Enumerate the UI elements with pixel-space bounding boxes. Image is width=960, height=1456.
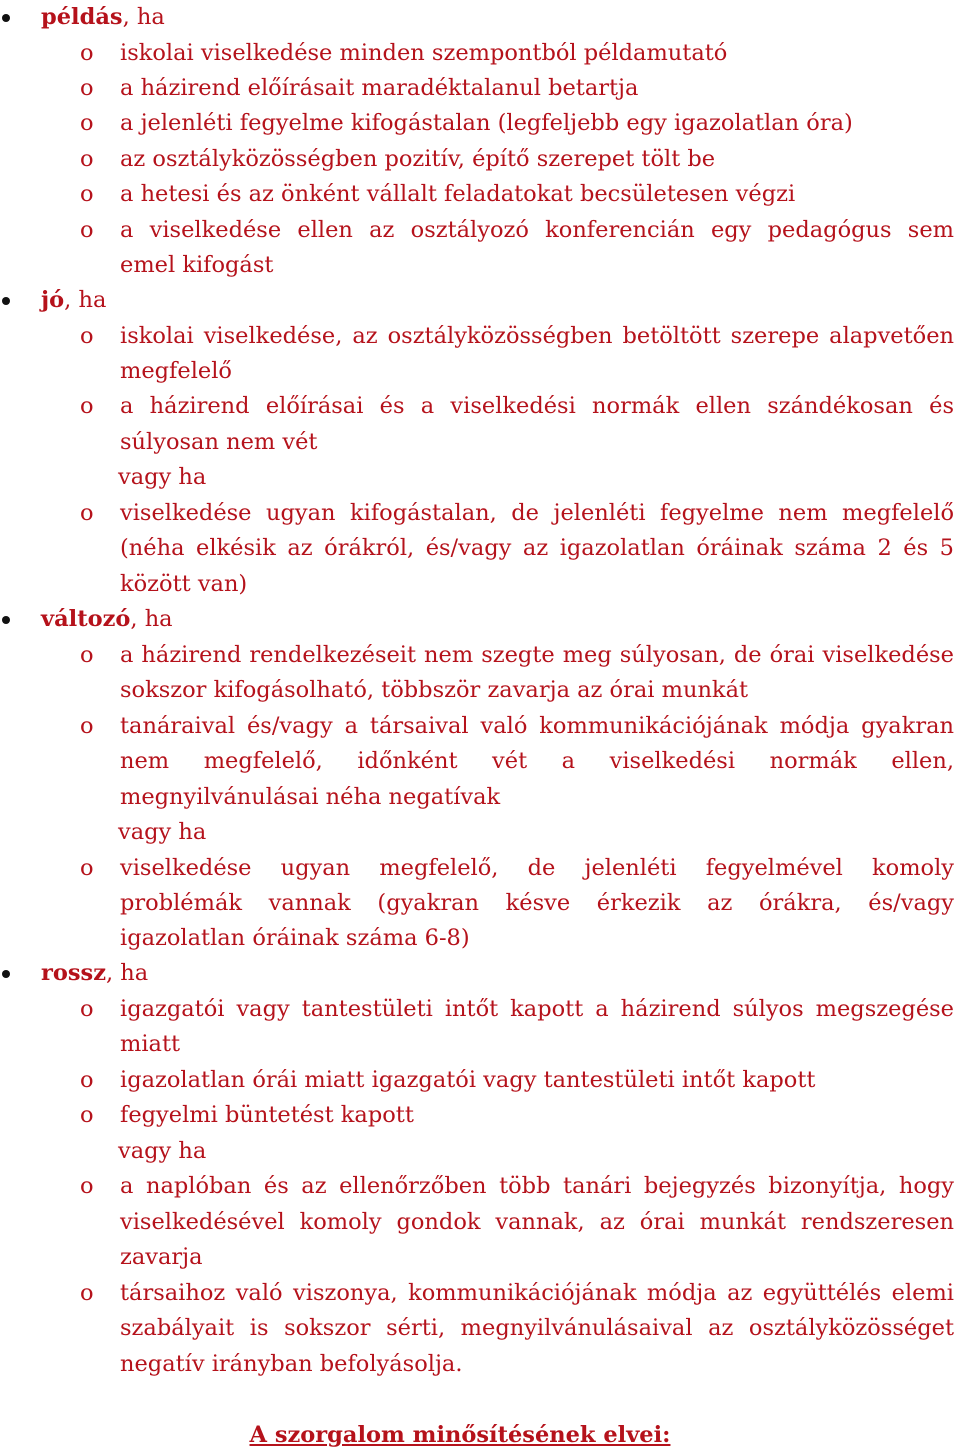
list-item-line: az osztályközösségben pozitív, építő szerepet tölt be — [120, 146, 716, 172]
list-item-line: miatt — [120, 1031, 181, 1057]
list-item-line: a jelenléti fegyelme kifogástalan (legfeljebb egy igazolatlan óra) — [120, 110, 853, 136]
bullet-icon — [2, 970, 10, 978]
sub-bullet-icon: o — [80, 1173, 94, 1199]
list-item-line: a hetesi és az önként vállalt feladatokat becsületesen végzi — [120, 181, 796, 207]
sub-bullet-icon: o — [80, 146, 94, 172]
bullet-icon — [2, 14, 10, 22]
list-item-line: tanáraival és/vagy a társaival való kommunikációjának módja gyakran — [120, 713, 954, 739]
sub-bullet-icon: o — [80, 181, 94, 207]
sub-bullet-icon: o — [80, 1280, 94, 1306]
sub-bullet-icon: o — [80, 40, 94, 66]
list-item-line: emel kifogást — [120, 252, 274, 278]
list-item-line: zavarja — [120, 1244, 203, 1270]
section-suffix: , ha — [122, 4, 165, 30]
sub-bullet-icon: o — [80, 110, 94, 136]
section-suffix: , ha — [64, 287, 107, 313]
list-item-line: igazgatói vagy tantestületi intőt kapott a házirend súlyos megszegése — [120, 996, 954, 1022]
section-heading-jo — [41, 283, 106, 318]
list-item-line: megnyilvánulásai néha negatívak — [120, 784, 501, 810]
list-item-line: viselkedése ugyan megfelelő, de jelenléti fegyelmével komoly — [120, 855, 954, 881]
section-suffix: , ha — [105, 960, 149, 986]
separator-text: vagy ha — [118, 1138, 207, 1164]
section-title: A szorgalom minősítésének elvei: — [249, 1422, 671, 1448]
list-item-line: (néha elkésik az órákról, és/vagy az igazolatlan óráinak száma 2 és 5 — [120, 535, 954, 561]
sub-bullet-icon: o — [80, 642, 94, 668]
sub-bullet-icon: o — [80, 713, 94, 739]
bullet-icon — [2, 616, 10, 624]
list-item-line: iskolai viselkedése, az osztályközösségben betöltött szerepe alapvetően — [120, 323, 954, 349]
list-item-line: a házirend előírásai és a viselkedési normák ellen szándékosan és — [120, 393, 954, 419]
list-item-line: viselkedésével komoly gondok vannak, az órai munkát rendszeresen — [120, 1209, 954, 1235]
section-suffix: , ha — [130, 606, 173, 632]
list-item-line: problémák vannak (gyakran késve érkezik az órákra, és/vagy — [120, 890, 954, 916]
list-item-line: negatív irányban befolyásolja. — [120, 1351, 463, 1377]
bullet-icon — [2, 297, 10, 305]
list-item-line: viselkedése ugyan kifogástalan, de jelenléti fegyelme nem megfelelő — [120, 500, 954, 526]
sub-bullet-icon: o — [80, 393, 94, 419]
list-item-line: a házirend rendelkezéseit nem szegte meg súlyosan, de órai viselkedése — [120, 642, 954, 668]
list-item-line: iskolai viselkedése minden szempontból példamutató — [120, 40, 728, 66]
list-item-line: sokszor kifogásolható, többször zavarja az órai munkát — [120, 677, 749, 703]
sub-bullet-icon: o — [80, 500, 94, 526]
list-item-line: szabályait is sokszor sérti, megnyilvánulásaival az osztályközösséget — [120, 1315, 954, 1341]
section-heading-rossz — [41, 956, 148, 991]
sub-bullet-icon: o — [80, 1102, 94, 1128]
list-item-line: megfelelő — [120, 358, 232, 384]
list-item-line: a naplóban és az ellenőrzőben több tanári bejegyzés bizonyítja, hogy — [120, 1173, 954, 1199]
section-keyword: változó — [41, 606, 131, 632]
list-item-line: társaihoz való viszonya, kommunikációjának módja az együttélés elemi — [120, 1280, 954, 1306]
section-keyword: rossz — [41, 960, 106, 986]
list-item-line: nem megfelelő, időnként vét a viselkedési normák ellen, — [120, 748, 954, 774]
sub-bullet-icon: o — [80, 1067, 94, 1093]
sub-bullet-icon: o — [80, 75, 94, 101]
section-heading-valtozo — [41, 602, 173, 637]
list-item-line: igazolatlan óráinak száma 6-8) — [120, 925, 470, 951]
list-item-line: között van) — [120, 571, 248, 597]
list-item-line: a házirend előírásait maradéktalanul betartja — [120, 75, 639, 101]
separator-text: vagy ha — [118, 464, 207, 490]
sub-bullet-icon: o — [80, 323, 94, 349]
section-keyword: jó — [41, 287, 65, 313]
sub-bullet-icon: o — [80, 217, 94, 243]
list-item-line: fegyelmi büntetést kapott — [120, 1102, 414, 1128]
sub-bullet-icon: o — [80, 996, 94, 1022]
sub-bullet-icon: o — [80, 855, 94, 881]
section-heading-pelda — [41, 0, 165, 35]
list-item-line: súlyosan nem vét — [120, 429, 318, 455]
list-item-line: igazolatlan órái miatt igazgatói vagy tantestületi intőt kapott — [120, 1067, 816, 1093]
list-item-line: a viselkedése ellen az osztályozó konferencián egy pedagógus sem — [120, 217, 954, 243]
separator-text: vagy ha — [118, 819, 207, 845]
section-keyword: példás — [41, 4, 123, 30]
